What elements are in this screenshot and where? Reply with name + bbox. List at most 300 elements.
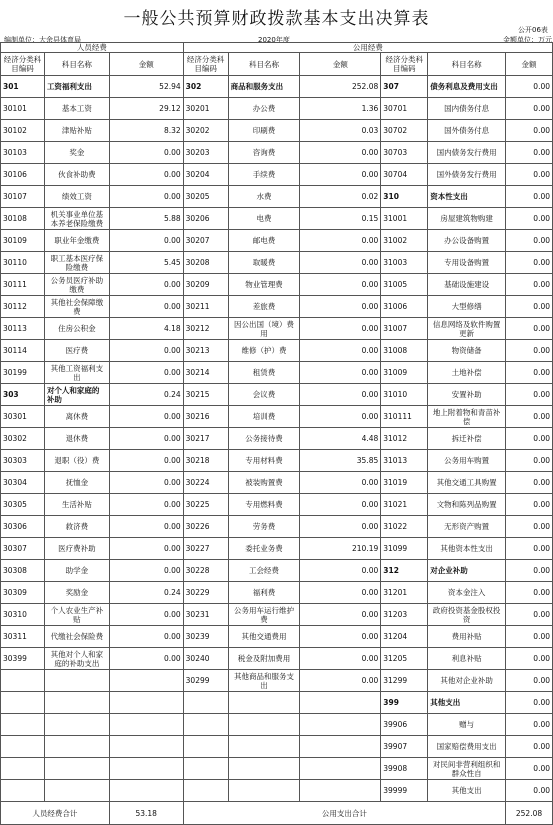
cell-amount: 0.00 bbox=[300, 494, 381, 516]
cell-code: 31299 bbox=[381, 670, 428, 692]
cell-code bbox=[1, 736, 45, 758]
cell-code bbox=[1, 670, 45, 692]
cell-amount bbox=[109, 758, 183, 780]
cell-name: 公务员医疗补助缴费 bbox=[44, 274, 109, 296]
cell-code: 30224 bbox=[183, 472, 228, 494]
table-row bbox=[1, 230, 553, 252]
cell-code: 31201 bbox=[381, 582, 428, 604]
cell-code: 31099 bbox=[381, 538, 428, 560]
cell-code: 30106 bbox=[1, 164, 45, 186]
cell-amount: 0.00 bbox=[109, 472, 183, 494]
cell-code: 30101 bbox=[1, 98, 45, 120]
cell-code: 30309 bbox=[1, 582, 45, 604]
cell-name: 基础设施建设 bbox=[428, 274, 506, 296]
cell-code: 310 bbox=[381, 186, 428, 208]
cell-code: 30201 bbox=[183, 98, 228, 120]
cell-name: 公务接待费 bbox=[228, 428, 300, 450]
cell-amount: 0.00 bbox=[506, 230, 553, 252]
cell-name: 基本工资 bbox=[44, 98, 109, 120]
cell-name: 政府投资基金股权投资 bbox=[428, 604, 506, 626]
cell-amount: 0.24 bbox=[109, 384, 183, 406]
table-row bbox=[1, 780, 553, 802]
cell-name: 租赁费 bbox=[228, 362, 300, 384]
cell-amount bbox=[109, 780, 183, 802]
cell-code bbox=[1, 692, 45, 714]
table-row bbox=[1, 604, 553, 626]
cell-amount: 0.00 bbox=[506, 648, 553, 670]
cell-amount: 0.00 bbox=[109, 604, 183, 626]
cell-code: 31205 bbox=[381, 648, 428, 670]
cell-name bbox=[44, 714, 109, 736]
cell-name: 其他社会保障缴费 bbox=[44, 296, 109, 318]
cell-name: 对企业补助 bbox=[428, 560, 506, 582]
cell-name: 手续费 bbox=[228, 164, 300, 186]
cell-name: 奖励金 bbox=[44, 582, 109, 604]
cell-name: 维修（护）费 bbox=[228, 340, 300, 362]
table-row bbox=[1, 582, 553, 604]
cell-amount: 0.00 bbox=[506, 362, 553, 384]
cell-amount: 0.00 bbox=[300, 670, 381, 692]
table-row bbox=[1, 296, 553, 318]
public-total-value: 252.08 bbox=[506, 802, 553, 825]
cell-code: 30205 bbox=[183, 186, 228, 208]
cell-amount: 0.00 bbox=[506, 208, 553, 230]
cell-code: 399 bbox=[381, 692, 428, 714]
cell-code bbox=[183, 780, 228, 802]
cell-code bbox=[183, 736, 228, 758]
report-title: 一般公共预算财政拨款基本支出决算表 bbox=[123, 9, 430, 29]
cell-name: 培训费 bbox=[228, 406, 300, 428]
cell-code: 30231 bbox=[183, 604, 228, 626]
cell-code: 30299 bbox=[183, 670, 228, 692]
cell-code: 30209 bbox=[183, 274, 228, 296]
cell-code: 30208 bbox=[183, 252, 228, 274]
cell-name: 大型修缮 bbox=[428, 296, 506, 318]
cell-name: 拆迁补偿 bbox=[428, 428, 506, 450]
cell-amount: 0.00 bbox=[109, 560, 183, 582]
cell-code: 31013 bbox=[381, 450, 428, 472]
cell-amount: 5.88 bbox=[109, 208, 183, 230]
cell-code: 303 bbox=[1, 384, 45, 406]
cell-code: 39999 bbox=[381, 780, 428, 802]
cell-code: 31005 bbox=[381, 274, 428, 296]
cell-name: 职业年金缴费 bbox=[44, 230, 109, 252]
form-number: 公开06表 bbox=[518, 26, 548, 34]
cell-code: 30310 bbox=[1, 604, 45, 626]
table-row bbox=[1, 384, 553, 406]
cell-amount bbox=[300, 736, 381, 758]
cell-amount: 0.00 bbox=[506, 76, 553, 98]
table-row bbox=[1, 692, 553, 714]
cell-amount: 0.00 bbox=[506, 626, 553, 648]
cell-amount: 0.00 bbox=[300, 560, 381, 582]
cell-name: 退休费 bbox=[44, 428, 109, 450]
cell-name: 伙食补助费 bbox=[44, 164, 109, 186]
cell-name: 被装购置费 bbox=[228, 472, 300, 494]
cell-amount: 0.00 bbox=[506, 736, 553, 758]
cell-amount: 0.00 bbox=[506, 98, 553, 120]
cell-name: 专用设备购置 bbox=[428, 252, 506, 274]
cell-amount: 0.00 bbox=[300, 626, 381, 648]
cell-amount: 0.00 bbox=[109, 340, 183, 362]
cell-name: 安置补助 bbox=[428, 384, 506, 406]
cell-code: 30199 bbox=[1, 362, 45, 384]
cell-code: 30206 bbox=[183, 208, 228, 230]
cell-name: 资本性支出 bbox=[428, 186, 506, 208]
table-row bbox=[1, 274, 553, 296]
cell-name: 差旅费 bbox=[228, 296, 300, 318]
cell-code: 31003 bbox=[381, 252, 428, 274]
table-row bbox=[1, 626, 553, 648]
cell-amount: 0.00 bbox=[506, 494, 553, 516]
cell-amount: 0.00 bbox=[506, 120, 553, 142]
cell-name: 机关事业单位基本养老保险缴费 bbox=[44, 208, 109, 230]
cell-amount: 0.00 bbox=[300, 406, 381, 428]
cell-amount: 0.15 bbox=[300, 208, 381, 230]
cell-amount: 0.00 bbox=[506, 560, 553, 582]
cell-name: 土地补偿 bbox=[428, 362, 506, 384]
cell-amount: 0.00 bbox=[300, 340, 381, 362]
cell-code: 30217 bbox=[183, 428, 228, 450]
table-row bbox=[1, 428, 553, 450]
cell-code: 30305 bbox=[1, 494, 45, 516]
cell-name: 商品和服务支出 bbox=[228, 76, 300, 98]
cell-code: 31204 bbox=[381, 626, 428, 648]
public-total-label: 公用支出合计 bbox=[183, 802, 505, 825]
cell-amount: 0.00 bbox=[506, 604, 553, 626]
cell-name: 办公设备购置 bbox=[428, 230, 506, 252]
cell-amount: 0.00 bbox=[300, 164, 381, 186]
cell-name: 其他对个人和家庭的补助支出 bbox=[44, 648, 109, 670]
cell-code: 39906 bbox=[381, 714, 428, 736]
cell-code: 31019 bbox=[381, 472, 428, 494]
cell-name bbox=[228, 692, 300, 714]
table-row bbox=[1, 648, 553, 670]
cell-code bbox=[1, 758, 45, 780]
table-row bbox=[1, 318, 553, 340]
table-row bbox=[1, 472, 553, 494]
cell-name: 文物和陈列品购置 bbox=[428, 494, 506, 516]
cell-code: 30203 bbox=[183, 142, 228, 164]
cell-name: 其他资本性支出 bbox=[428, 538, 506, 560]
cell-code: 31001 bbox=[381, 208, 428, 230]
cell-amount: 0.00 bbox=[109, 538, 183, 560]
cell-name: 绩效工资 bbox=[44, 186, 109, 208]
cell-code: 30218 bbox=[183, 450, 228, 472]
cell-amount: 0.00 bbox=[506, 780, 553, 802]
cell-code: 30704 bbox=[381, 164, 428, 186]
cell-amount: 29.12 bbox=[109, 98, 183, 120]
cell-amount bbox=[109, 736, 183, 758]
cell-amount: 0.00 bbox=[109, 428, 183, 450]
cell-name: 救济费 bbox=[44, 516, 109, 538]
cell-code: 30113 bbox=[1, 318, 45, 340]
cell-code: 30307 bbox=[1, 538, 45, 560]
cell-name: 委托业务费 bbox=[228, 538, 300, 560]
cell-amount bbox=[300, 758, 381, 780]
cell-name: 利息补贴 bbox=[428, 648, 506, 670]
cell-amount: 35.85 bbox=[300, 450, 381, 472]
cell-name: 津贴补贴 bbox=[44, 120, 109, 142]
table-row bbox=[1, 252, 553, 274]
cell-code: 30110 bbox=[1, 252, 45, 274]
cell-code: 30215 bbox=[183, 384, 228, 406]
cell-name: 奖金 bbox=[44, 142, 109, 164]
cell-amount: 0.00 bbox=[300, 604, 381, 626]
cell-name: 工资福利支出 bbox=[44, 76, 109, 98]
cell-name: 生活补贴 bbox=[44, 494, 109, 516]
cell-code: 30109 bbox=[1, 230, 45, 252]
cell-name bbox=[228, 736, 300, 758]
cell-name: 国家赔偿费用支出 bbox=[428, 736, 506, 758]
cell-code: 31008 bbox=[381, 340, 428, 362]
cell-code: 30239 bbox=[183, 626, 228, 648]
cell-name bbox=[44, 758, 109, 780]
cell-amount bbox=[109, 670, 183, 692]
cell-amount: 0.00 bbox=[506, 472, 553, 494]
cell-name: 对民间非营利组织和群众性自 bbox=[428, 758, 506, 780]
cell-code: 30229 bbox=[183, 582, 228, 604]
cell-amount: 0.00 bbox=[300, 252, 381, 274]
cell-amount: 0.00 bbox=[109, 186, 183, 208]
cell-code: 31010 bbox=[381, 384, 428, 406]
cell-code: 30308 bbox=[1, 560, 45, 582]
cell-amount: 0.00 bbox=[300, 142, 381, 164]
cell-amount: 0.00 bbox=[506, 142, 553, 164]
cell-name: 对个人和家庭的补助 bbox=[44, 384, 109, 406]
cell-code: 30303 bbox=[1, 450, 45, 472]
cell-code: 30304 bbox=[1, 472, 45, 494]
group-personnel-header: 人员经费 bbox=[1, 43, 184, 53]
cell-name bbox=[44, 692, 109, 714]
cell-name: 信息网络及软件购置更新 bbox=[428, 318, 506, 340]
cell-code: 30211 bbox=[183, 296, 228, 318]
cell-amount: 5.45 bbox=[109, 252, 183, 274]
cell-amount: 0.24 bbox=[109, 582, 183, 604]
cell-name: 水费 bbox=[228, 186, 300, 208]
table-row bbox=[1, 736, 553, 758]
cell-amount: 252.08 bbox=[300, 76, 381, 98]
cell-amount: 8.32 bbox=[109, 120, 183, 142]
cell-code: 31012 bbox=[381, 428, 428, 450]
col-header-code: 经济分类科目编码 bbox=[1, 53, 45, 76]
cell-amount: 0.00 bbox=[300, 362, 381, 384]
table-row bbox=[1, 76, 553, 98]
cell-amount: 0.00 bbox=[506, 164, 553, 186]
cell-name: 助学金 bbox=[44, 560, 109, 582]
expenditure-table bbox=[0, 42, 553, 825]
cell-amount: 0.02 bbox=[300, 186, 381, 208]
cell-amount: 4.48 bbox=[300, 428, 381, 450]
cell-code bbox=[1, 780, 45, 802]
cell-name: 费用补贴 bbox=[428, 626, 506, 648]
cell-name: 邮电费 bbox=[228, 230, 300, 252]
col-header-amount: 金额 bbox=[506, 53, 553, 76]
cell-code: 30311 bbox=[1, 626, 45, 648]
col-header-amount: 金额 bbox=[109, 53, 183, 76]
cell-code: 31002 bbox=[381, 230, 428, 252]
amount-unit: 金额单位：万元 bbox=[503, 36, 552, 44]
cell-code: 30213 bbox=[183, 340, 228, 362]
cell-code: 30225 bbox=[183, 494, 228, 516]
cell-name: 工会经费 bbox=[228, 560, 300, 582]
cell-amount: 0.00 bbox=[300, 472, 381, 494]
table-row bbox=[1, 516, 553, 538]
cell-name: 离休费 bbox=[44, 406, 109, 428]
cell-amount: 0.00 bbox=[506, 582, 553, 604]
cell-amount: 0.00 bbox=[300, 274, 381, 296]
cell-code bbox=[183, 758, 228, 780]
cell-code: 30107 bbox=[1, 186, 45, 208]
cell-name: 国外债务付息 bbox=[428, 120, 506, 142]
cell-amount: 0.00 bbox=[300, 384, 381, 406]
cell-name: 印刷费 bbox=[228, 120, 300, 142]
col-header-code: 经济分类科目编码 bbox=[183, 53, 228, 76]
cell-amount bbox=[109, 692, 183, 714]
cell-name bbox=[228, 714, 300, 736]
col-header-amount: 金额 bbox=[300, 53, 381, 76]
cell-code: 301 bbox=[1, 76, 45, 98]
cell-code: 31021 bbox=[381, 494, 428, 516]
cell-code: 30202 bbox=[183, 120, 228, 142]
cell-code: 30103 bbox=[1, 142, 45, 164]
cell-amount: 0.00 bbox=[300, 296, 381, 318]
report-year: 2020年度 bbox=[258, 36, 290, 44]
cell-amount: 0.00 bbox=[109, 296, 183, 318]
cell-amount: 0.00 bbox=[300, 516, 381, 538]
cell-name: 住房公积金 bbox=[44, 318, 109, 340]
cell-name: 税金及附加费用 bbox=[228, 648, 300, 670]
cell-name: 资本金注入 bbox=[428, 582, 506, 604]
personnel-total-value: 53.18 bbox=[109, 802, 183, 825]
cell-code: 30399 bbox=[1, 648, 45, 670]
cell-amount: 0.00 bbox=[109, 516, 183, 538]
cell-name: 个人农业生产补贴 bbox=[44, 604, 109, 626]
cell-name: 会议费 bbox=[228, 384, 300, 406]
cell-name: 房屋建筑物购建 bbox=[428, 208, 506, 230]
cell-code: 30214 bbox=[183, 362, 228, 384]
table-row bbox=[1, 208, 553, 230]
cell-name: 地上附着物和青苗补偿 bbox=[428, 406, 506, 428]
cell-amount: 0.00 bbox=[506, 516, 553, 538]
table-row bbox=[1, 98, 553, 120]
cell-name: 国内债务发行费用 bbox=[428, 142, 506, 164]
cell-code: 310111 bbox=[381, 406, 428, 428]
cell-name bbox=[228, 758, 300, 780]
cell-code: 39907 bbox=[381, 736, 428, 758]
cell-code: 30212 bbox=[183, 318, 228, 340]
cell-name: 专用燃料费 bbox=[228, 494, 300, 516]
cell-amount: 1.36 bbox=[300, 98, 381, 120]
cell-code: 30226 bbox=[183, 516, 228, 538]
cell-amount: 0.00 bbox=[506, 186, 553, 208]
cell-name: 赠与 bbox=[428, 714, 506, 736]
cell-name: 专用材料费 bbox=[228, 450, 300, 472]
cell-name: 医疗费补助 bbox=[44, 538, 109, 560]
cell-code: 30114 bbox=[1, 340, 45, 362]
cell-amount: 0.00 bbox=[506, 450, 553, 472]
personnel-total-label: 人员经费合计 bbox=[1, 802, 110, 825]
cell-name: 其他工资福利支出 bbox=[44, 362, 109, 384]
cell-amount: 0.00 bbox=[109, 362, 183, 384]
cell-name: 公务用车购置 bbox=[428, 450, 506, 472]
cell-amount: 0.03 bbox=[300, 120, 381, 142]
cell-code: 312 bbox=[381, 560, 428, 582]
table-row bbox=[1, 560, 553, 582]
cell-name bbox=[44, 736, 109, 758]
cell-name: 其他商品和服务支出 bbox=[228, 670, 300, 692]
table-row bbox=[1, 186, 553, 208]
table-row bbox=[1, 406, 553, 428]
group-public-header: 公用经费 bbox=[183, 43, 552, 53]
cell-code: 30112 bbox=[1, 296, 45, 318]
cell-code: 30216 bbox=[183, 406, 228, 428]
table-row bbox=[1, 714, 553, 736]
cell-amount: 0.00 bbox=[506, 428, 553, 450]
cell-amount: 0.00 bbox=[300, 648, 381, 670]
cell-amount: 0.00 bbox=[300, 230, 381, 252]
cell-amount bbox=[300, 692, 381, 714]
cell-amount: 0.00 bbox=[109, 626, 183, 648]
cell-name: 退职（役）费 bbox=[44, 450, 109, 472]
table-row bbox=[1, 670, 553, 692]
col-header-name: 科目名称 bbox=[228, 53, 300, 76]
cell-name: 福利费 bbox=[228, 582, 300, 604]
cell-code: 30240 bbox=[183, 648, 228, 670]
cell-name: 医疗费 bbox=[44, 340, 109, 362]
cell-name bbox=[44, 670, 109, 692]
cell-code: 30108 bbox=[1, 208, 45, 230]
cell-amount: 0.00 bbox=[506, 274, 553, 296]
cell-amount: 0.00 bbox=[109, 648, 183, 670]
cell-name: 公务用车运行维护费 bbox=[228, 604, 300, 626]
cell-amount bbox=[300, 780, 381, 802]
cell-name: 其他支出 bbox=[428, 780, 506, 802]
cell-name: 代缴社会保险费 bbox=[44, 626, 109, 648]
cell-code: 30204 bbox=[183, 164, 228, 186]
cell-name: 物业管理费 bbox=[228, 274, 300, 296]
cell-code: 30111 bbox=[1, 274, 45, 296]
cell-amount: 0.00 bbox=[300, 582, 381, 604]
cell-name: 国内债务付息 bbox=[428, 98, 506, 120]
table-row bbox=[1, 758, 553, 780]
cell-code: 31007 bbox=[381, 318, 428, 340]
table-row bbox=[1, 450, 553, 472]
cell-name: 其他支出 bbox=[428, 692, 506, 714]
table-row bbox=[1, 538, 553, 560]
table-row bbox=[1, 362, 553, 384]
cell-code: 31022 bbox=[381, 516, 428, 538]
cell-amount: 0.00 bbox=[109, 164, 183, 186]
cell-name: 因公出国（境）费用 bbox=[228, 318, 300, 340]
reporting-unit: 编制单位：大余县体育局 bbox=[4, 36, 81, 44]
cell-amount bbox=[300, 714, 381, 736]
cell-name: 取暖费 bbox=[228, 252, 300, 274]
table-row bbox=[1, 120, 553, 142]
cell-name: 咨询费 bbox=[228, 142, 300, 164]
cell-code: 307 bbox=[381, 76, 428, 98]
cell-name bbox=[44, 780, 109, 802]
cell-name: 国外债务发行费用 bbox=[428, 164, 506, 186]
cell-code: 31009 bbox=[381, 362, 428, 384]
table-row bbox=[1, 494, 553, 516]
cell-code: 302 bbox=[183, 76, 228, 98]
cell-code: 30302 bbox=[1, 428, 45, 450]
col-header-code: 经济分类科目编码 bbox=[381, 53, 428, 76]
cell-code: 30227 bbox=[183, 538, 228, 560]
cell-name: 其他对企业补助 bbox=[428, 670, 506, 692]
cell-code bbox=[183, 692, 228, 714]
